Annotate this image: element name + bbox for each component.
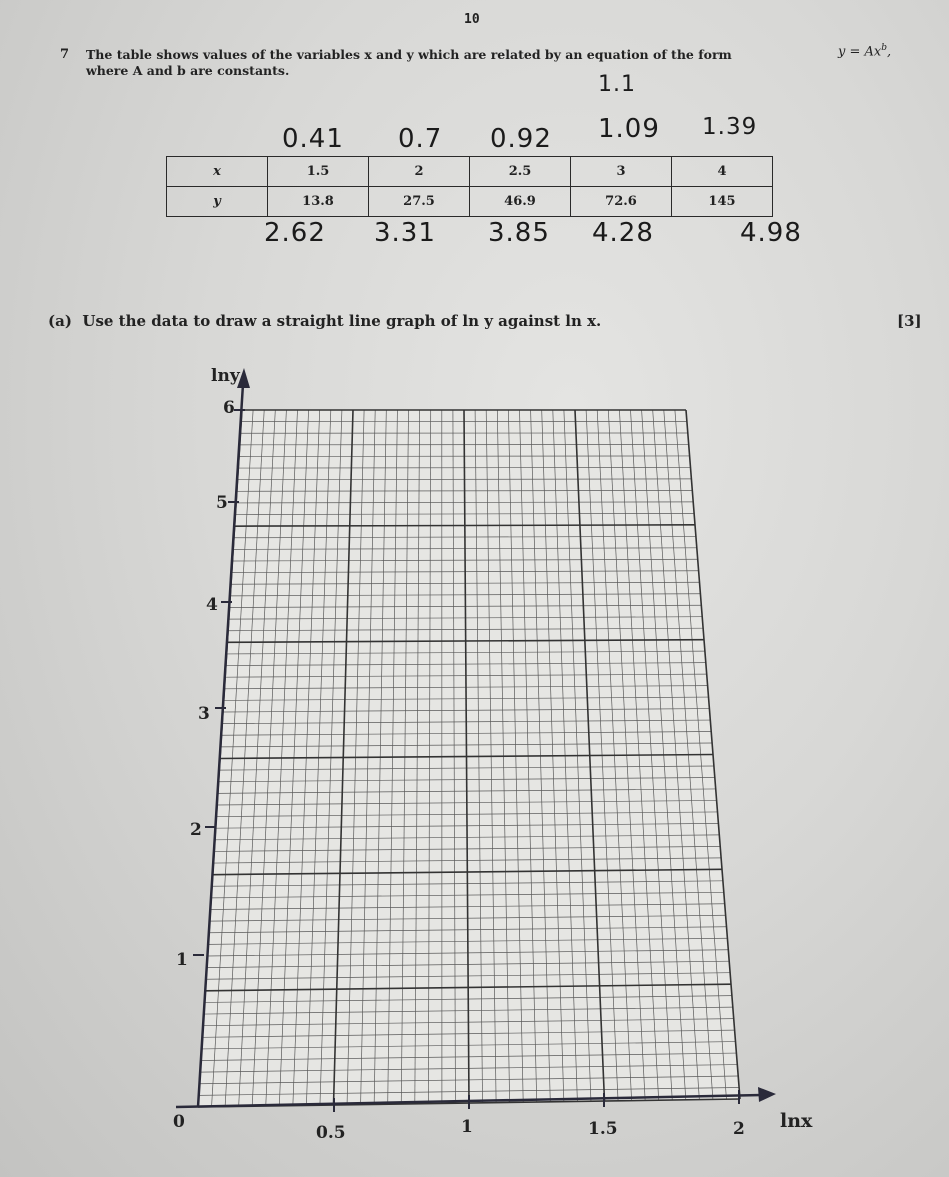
question-text-line2: where A and b are constants. [86,63,290,78]
part-label: (a) [48,312,72,330]
equation-end: , [887,44,892,60]
table-cell: 1.5 [268,157,369,187]
handwritten-lny-1: 2.62 [264,218,326,248]
table-header-x: x [167,157,268,187]
x-tick-label: 1 [461,1117,473,1137]
table-cell: 46.9 [470,187,571,217]
x-tick-label: 1.5 [588,1119,618,1139]
y-axis-label: lny [211,366,240,386]
handwritten-lnx-1: 0.41 [282,124,344,154]
handwritten-lnx-4: 1.09 [598,114,660,144]
question-number: 7 [60,47,70,62]
handwritten-lny-5: 4.98 [740,218,802,248]
handwritten-lny-3: 3.85 [488,218,550,248]
y-tick-label: 6 [223,398,235,418]
handwritten-lny-2: 3.31 [374,218,436,248]
table-cell: 4 [672,157,773,187]
y-tick-label: 2 [190,820,202,840]
table-cell: 27.5 [369,187,470,217]
handwritten-lnx-2: 0.7 [398,124,443,154]
question-text-line1: The table shows values of the variables x and y which are related by an equation of the form [86,47,732,62]
equation-exponent: b [881,43,887,53]
handwritten-lnx-5: 1.39 [702,114,758,140]
table-cell: 72.6 [571,187,672,217]
x-tick-label: 0.5 [316,1123,346,1143]
y-tick-label: 1 [176,950,188,970]
y-tick-label: 4 [206,595,218,615]
table-cell: 145 [672,187,773,217]
table-cell: 2 [369,157,470,187]
table-cell: 2.5 [470,157,571,187]
x-axis-label: lnx [780,1110,813,1132]
page-number: 10 [464,12,480,27]
origin-label: 0 [173,1112,185,1132]
table-cell: 13.8 [268,187,369,217]
table-header-y: y [167,187,268,217]
part-text: Use the data to draw a straight line graph of ln y against ln x. [82,312,602,330]
x-axis-arrow [758,1087,776,1102]
handwritten-lny-4: 4.28 [592,218,654,248]
y-tick-label: 5 [216,493,228,513]
x-tick-label: 2 [733,1119,745,1139]
y-tick-label: 3 [198,704,210,724]
handwritten-lnx-3: 0.92 [490,124,552,154]
handwritten-top-note: 1.1 [598,72,636,97]
table-cell: 3 [571,157,672,187]
equation-main: y = Ax [838,44,882,60]
marks: [3] [897,312,922,330]
